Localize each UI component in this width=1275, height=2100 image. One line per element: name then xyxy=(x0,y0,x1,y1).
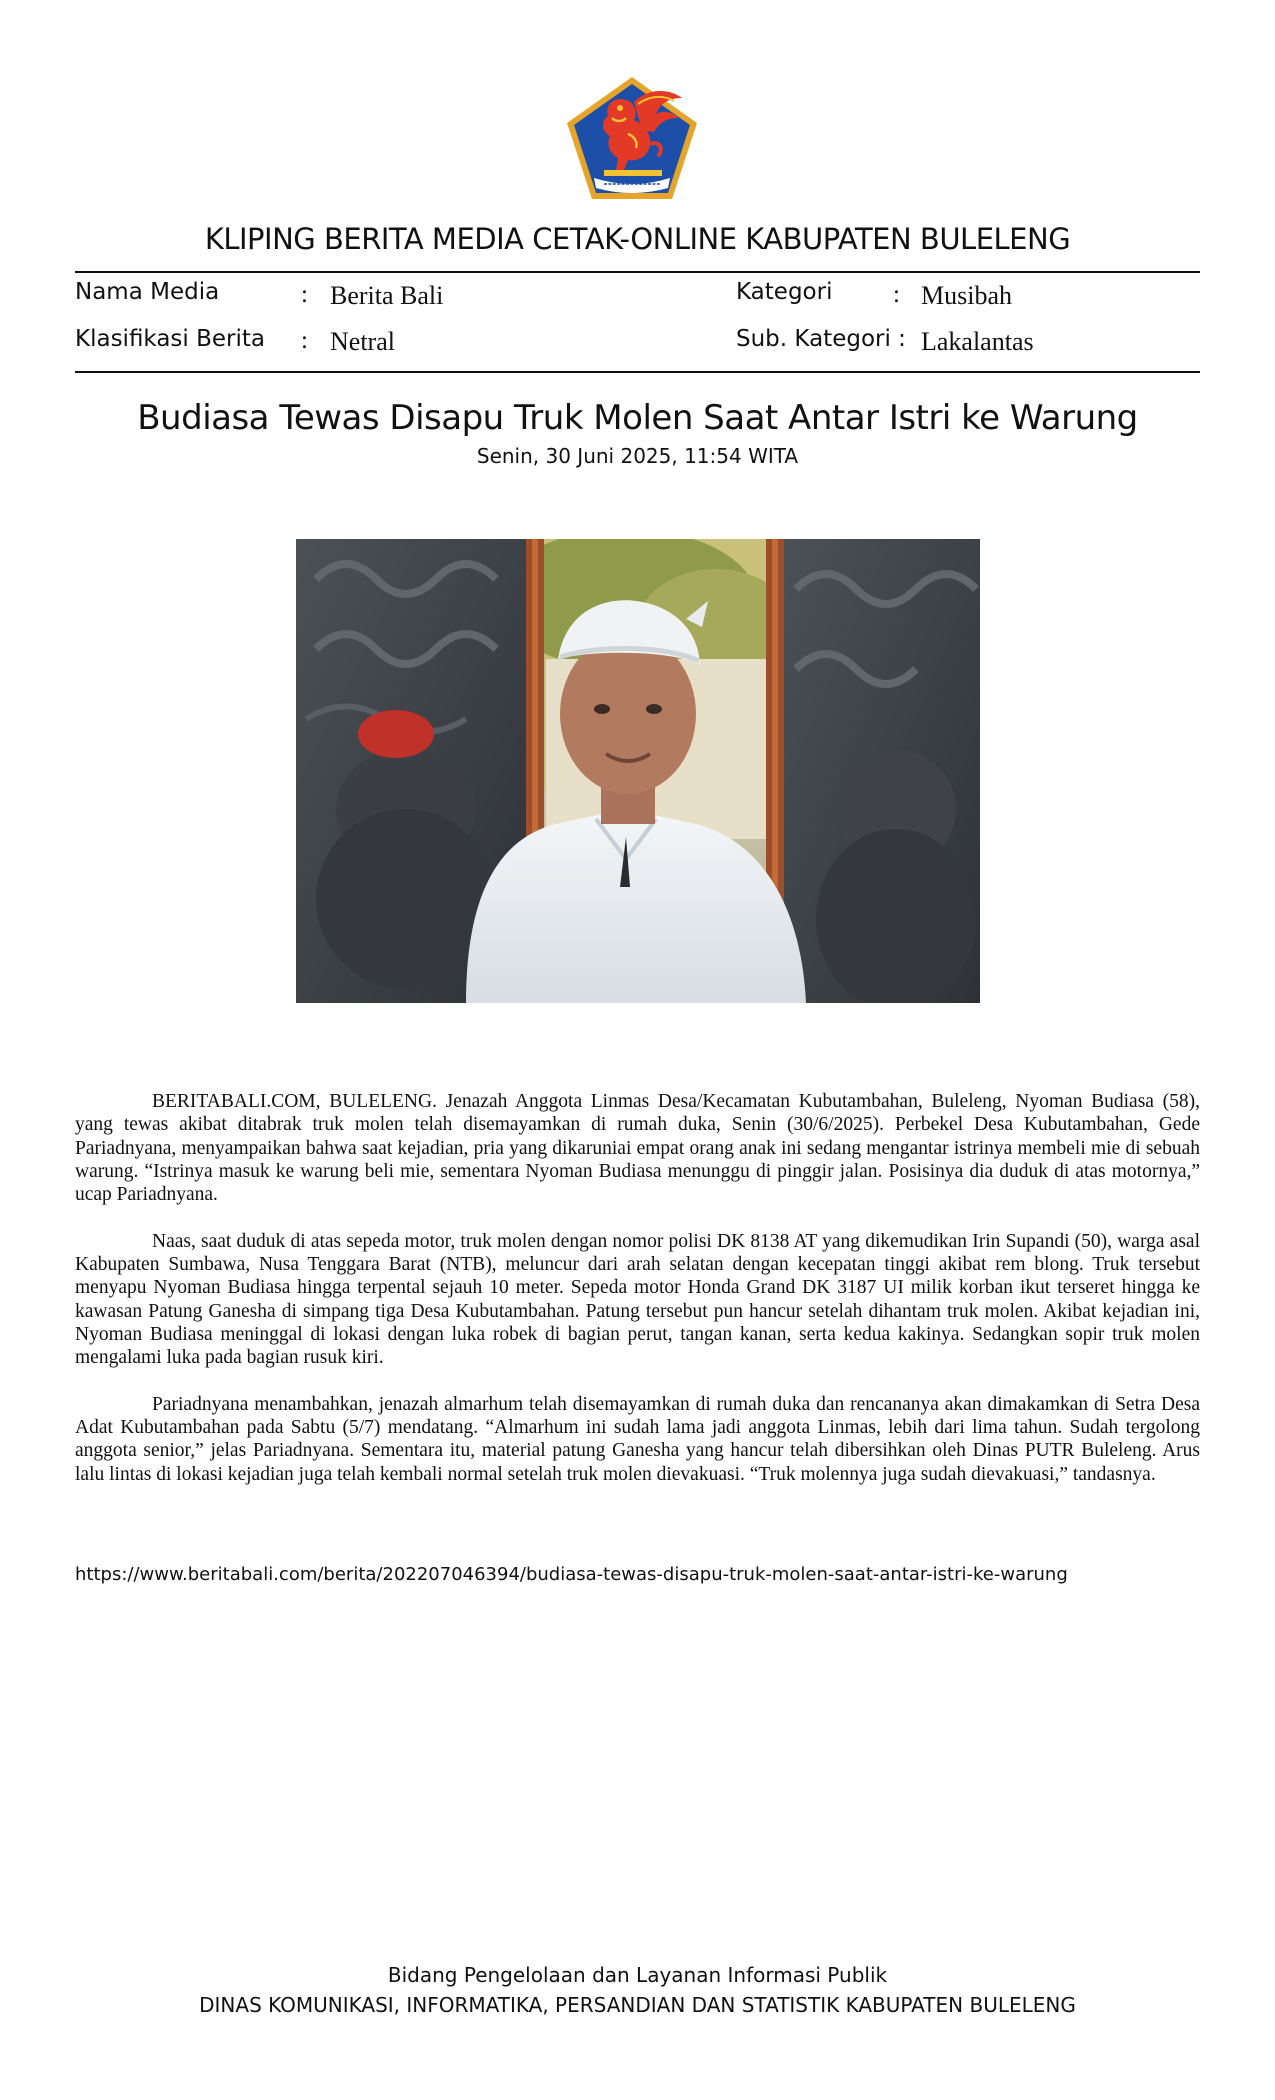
header-divider-bottom xyxy=(75,371,1200,373)
media-label: Nama Media xyxy=(75,279,220,305)
subcategory-value: Lakalantas xyxy=(921,327,1034,356)
article-headline: Budiasa Tewas Disapu Truk Molen Saat Antar Istri ke Warung xyxy=(137,398,1138,438)
category-label: Kategori xyxy=(736,279,833,305)
article-dateline: Senin, 30 Juni 2025, 11:54 WITA xyxy=(476,444,799,468)
document-title: KLIPING BERITA MEDIA CETAK-ONLINE KABUPATEN BULELENG xyxy=(204,222,1071,256)
footer-agency: DINAS KOMUNIKASI, INFORMATIKA, PERSANDIAN DAN STATISTIK KABUPATEN BULELENG xyxy=(199,1993,1076,2017)
buleleng-emblem-logo xyxy=(564,74,700,202)
header-divider-top xyxy=(75,271,1200,273)
media-colon: : xyxy=(301,281,308,308)
classification-colon: : xyxy=(301,327,308,354)
category-colon: : xyxy=(893,281,900,308)
article-body xyxy=(75,1090,1200,1509)
classification-value: Netral xyxy=(330,327,395,356)
article-paragraph: Naas, saat duduk di atas sepeda motor, truk molen dengan nomor polisi DK 8138 AT yang dikemudikan Irin Supandi (50), warga asal Kabupaten Sumbawa, Nusa Tenggara Barat (NTB), meluncur dari arah selatan dengan kecepatan tinggi akibat rem blong. Truk tersebut menyapu Nyoman Budiasa hingga terpental sejauh 10 meter. Sepeda motor Honda Grand DK 3187 UI milik korban ikut terseret hingga ke kawasan Patung Ganesha di simpang tiga Desa Kubutambahan. Patung tersebut pun hancur setelah dihantam truk molen. Akibat kejadian ini, Nyoman Budiasa meninggal di lokasi dengan luka robek di bagian perut, tangan kanan, serta kedua kakinya. Sedangkan sopir truk molen mengalami luka pada bagian rusuk kiri. xyxy=(75,1230,1200,1369)
media-value: Berita Bali xyxy=(330,281,444,310)
subcategory-label: Sub. Kategori : xyxy=(736,326,906,352)
classification-label: Klasifikasi Berita xyxy=(75,326,266,352)
article-photo xyxy=(296,539,980,1003)
article-paragraph: BERITABALI.COM, BULELENG. Jenazah Anggota Linmas Desa/Kecamatan Kubutambahan, Buleleng, Nyoman Budiasa (58), yang tewas akibat ditabrak truk molen telah disemayamkan di rumah duka, Senin (30/6/2025). Perbekel Desa Kubutambahan, Gede Pariadnyana, menyampaikan bahwa saat kejadian, pria yang dikaruniai empat orang anak ini sedang mengantar istrinya membeli mie di sebuah warung. “Istrinya masuk ke warung beli mie, sementara Nyoman Budiasa menunggu di pinggir jalan. Posisinya dia duduk di atas motornya,” ucap Pariadnyana. xyxy=(75,1091,1200,1206)
source-url-link[interactable]: https://www.beritabali.com/berita/202207046394/budiasa-tewas-disapu-truk-molen-saat-antar-istri-ke-warung xyxy=(75,1564,1068,1585)
article-paragraph: Pariadnyana menambahkan, jenazah almarhum telah disemayamkan di rumah duka dan rencananya akan dimakamkan di Setra Desa Adat Kubutambahan pada Sabtu (5/7) mendatang. “Almarhum ini sudah lama jadi anggota Linmas, lebih dari lima tahun. Sudah tergolong anggota senior,” jelas Pariadnyana. Sementara itu, material patung Ganesha yang hancur telah dibersihkan oleh Dinas PUTR Buleleng. Arus lalu lintas di lokasi kejadian juga telah kembali normal setelah truk molen dievakuasi. “Truk molennya juga sudah dievakuasi,” tandasnya. xyxy=(75,1393,1200,1485)
category-value: Musibah xyxy=(921,281,1012,310)
footer-division: Bidang Pengelolaan dan Layanan Informasi Publik xyxy=(387,1963,888,1987)
